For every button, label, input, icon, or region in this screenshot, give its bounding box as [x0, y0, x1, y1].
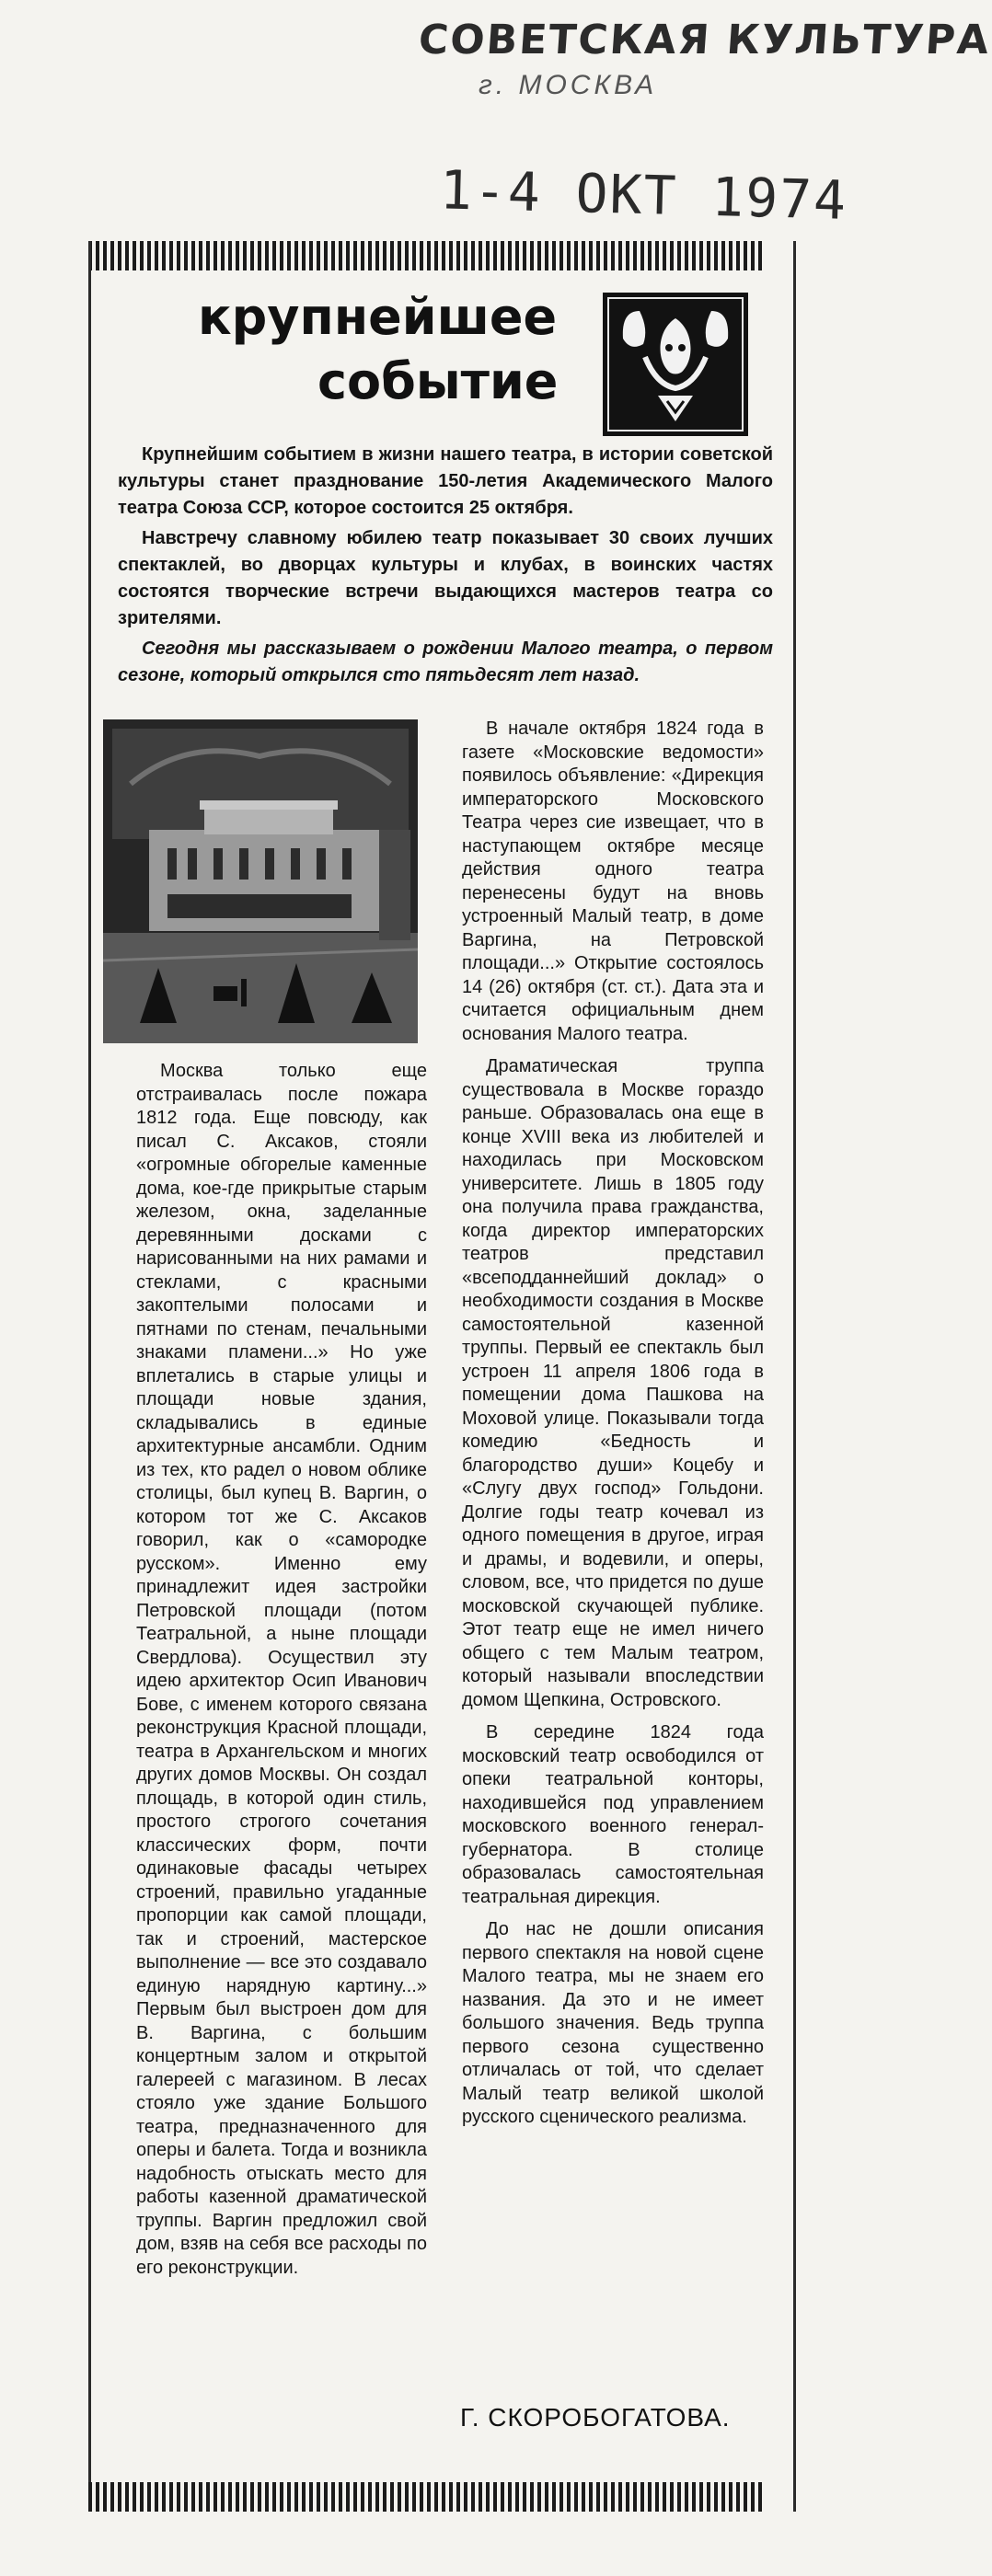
headline: [189, 285, 575, 414]
city-stamp: г. МОСКВА: [479, 70, 658, 100]
theatre-engraving: [103, 719, 418, 1043]
right-paragraph-4: До нас не дошли описания первого спектакля на новой сцене Малого театра, мы не знаем его названия. Да это и не имеет большого значения. Ведь труппа первого сезона существенно отличалась от той, что сделает Малый театр великой школой русского сценического реализма.: [462, 1919, 764, 2127]
intro-paragraph-1: Крупнейшим событием в жизни нашего театра, в истории советской культуры станет празднование 150-летия Академического Малого театра Союза ССР, которое состоится 25 октября.: [118, 444, 773, 518]
top-border: [88, 241, 766, 270]
intro-paragraph-2: Навстречу славному юбилею театр показывает 30 своих лучших спектаклей, во дворцах культуры и клубах, в воинских частях состоятся творческие встречи выдающихся мастеров театра со зрителями.: [118, 528, 773, 628]
left-border: [88, 241, 91, 2512]
right-paragraph-2: Драматическая труппа существовала в Москве гораздо раньше. Образовалась она еще в конце XVIII века из любителей и находилась при Московском университете. Лишь в 1805 году она получила права гражданства, когда директор императорских театров представил «всеподданнейший доклад» о необходимости создания в Москве самостоятельной казенной труппы. Первый ее спектакль был устроен 11 апреля 1806 года в помещении дома Пашкова на Моховой улице. Показывали тогда комедию «Бедность и благородство души» Коцебу и «Слугу двух господ» Гольдони. Долгие годы театр кочевал из одного помещения в другое, играя и драмы, и водевили, и оперы, словом, все, что придется по душе московской скучающей публике. Этот театр еще не имел ничего общего с тем Малым театром, который называли впоследствии домом Щепкина, Островского.: [462, 1056, 764, 1710]
article-intro: [118, 442, 773, 693]
headline-line-1: крупнейшее: [198, 288, 558, 346]
maly-theatre-building-image: [103, 719, 418, 1043]
intro-paragraph-3: Сегодня мы рассказываем о рождении Малого театра, о первом сезоне, который открылся сто пятьдесят лет назад.: [118, 638, 773, 685]
author-signature: Г. СКОРОБОГАТОВА.: [460, 2403, 731, 2432]
theatre-emblem: [603, 293, 748, 436]
left-column: [136, 1060, 427, 2289]
right-column: [462, 718, 764, 2139]
right-border: [793, 241, 796, 2512]
bottom-border: [88, 2482, 766, 2512]
publication-stamp: СОВЕТСКАЯ КУЛЬТУРА: [417, 17, 992, 63]
theatre-masks-icon: [603, 293, 748, 436]
headline-line-2: событие: [317, 352, 559, 410]
right-paragraph-1: В начале октября 1824 года в газете «Московские ведомости» появилось объявление: «Дирекция императорского Московского Театра через сие извещает, что в наступающем октябре месяце действия одного театра перенесены будут на вновь устроенный Малый театр, в доме Варгина, на Петровской площади...» Открытие состоялось 14 (26) октября (ст. ст.). Дата эта и считается официальным днем основания Малого театра.: [462, 719, 764, 1044]
left-paragraph-1: Москва только еще отстраивалась после пожара 1812 года. Еще повсюду, как писал С. Аксаков, стояли «огромные обгорелые каменные дома, кое-где прикрытые старым железом, окна, заделанные деревянными досками с нарисованными на них рамами и стеклами, с красными закоптелыми полосами и пятнами по стенам, печальными знаками пламени...» Но уже вплетались в старые улицы и площади новые здания, складывались в единые архитектурные ансамбли. Одним из тех, кто радел о новом облике столицы, был купец В. Варгин, о котором тот же С. Аксаков говорил, как о «самородке русском». Именно ему принадлежит идея застройки Петровской площади (потом Театральной, а ныне площади Свердлова). Осуществил эту идею архитектор Осип Иванович Бове, с именем которого связана реконструкция Красной площади, театра в Архангельском и многих других домов Москвы. Он создал площадь, в которой один стиль, простого строгого сочетания классических форм, почти одинаковые фасады четырех строений, правильно угаданные пропорции как самой площади, так и строений, мастерское выполнение — все это создавало единую нарядную картину...» Первым был выстроен дом для В. Варгина, с большим концертным залом и открытой галереей с магазином. В лесах стояло уже здание Большого театра, предназначенного для оперы и балета. Тогда и возникла надобность отыскать место для работы казенной драматической труппы. Варгин предложил свой дом, взяв на себя все расходы по его реконструкции.: [136, 1061, 427, 2278]
date-stamp: 1-4 ОКТ 1974: [439, 158, 848, 232]
right-paragraph-3: В середине 1824 года московский театр освободился от опеки театральной конторы, находившейся под управлением московского военного генерал-губернатора. В столице образовалась самостоятельная театральная дирекция.: [462, 1722, 764, 1907]
